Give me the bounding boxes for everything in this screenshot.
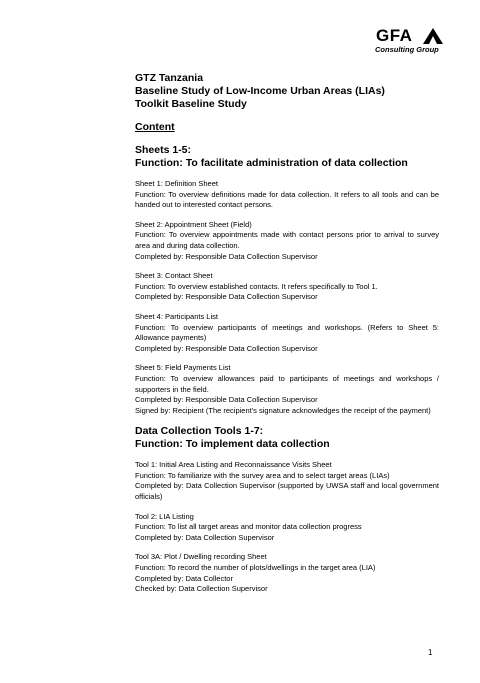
tool-list — [135, 460, 439, 595]
tool-entry-line: Tool 2: LIA Listing — [135, 511, 194, 521]
logo-subtitle: Consulting Group — [375, 45, 439, 54]
sheet-entry-line: Function: To overview participants of meetings and workshops. (Refers to Sheet 5: Allowance payments) — [135, 322, 439, 343]
sheet-entry-line: Sheet 3: Contact Sheet — [135, 271, 213, 281]
sheet-entry-line: Completed by: Responsible Data Collection Supervisor — [135, 292, 318, 302]
section-sheets — [135, 144, 439, 416]
sheet-entry-line: Function: To overview allowances paid to participants of meetings and workshops / supporters in the field. — [135, 373, 439, 394]
sheet-entry-line: Signed by: Recipient (The recipient's signature acknowledges the receipt of the payment) — [135, 405, 431, 415]
tool-entry-line: Tool 3A: Plot / Dwelling recording Sheet — [135, 552, 267, 562]
tool-entry — [135, 512, 439, 544]
sheet-entry-line: Function: To overview definitions made for data collection. It refers to all tools and can be handed out to interested contact persons. — [135, 189, 439, 210]
tool-entry — [135, 460, 439, 502]
sheet-entry-line: Sheet 4: Participants List — [135, 311, 218, 321]
tool-entry — [135, 552, 439, 594]
logo-triangle-icon — [423, 26, 443, 44]
gfa-logo — [375, 27, 445, 57]
tool-entry-line: Function: To familiarize with the survey area and to select target areas (LIAs) — [135, 470, 390, 480]
sheet-entry — [135, 220, 439, 262]
sheet-entry-line: Completed by: Responsible Data Collection Supervisor — [135, 343, 318, 353]
tool-entry-line: Tool 1: Initial Area Listing and Reconnaissance Visits Sheet — [135, 460, 332, 470]
tool-entry-line: Completed by: Data Collection Supervisor (supported by UWSA staff and local government officials) — [135, 481, 439, 502]
sheet-entry — [135, 179, 439, 211]
title-line: Baseline Study of Low-Income Urban Areas (LIAs) — [135, 85, 385, 97]
tool-entry-line: Function: To list all target areas and monitor data collection progress — [135, 522, 362, 532]
section-heading-line: Sheets 1-5: — [135, 144, 192, 156]
sheet-entry-line: Sheet 5: Field Payments List — [135, 363, 231, 373]
tool-entry-line: Completed by: Data Collector — [135, 573, 233, 583]
logo-mark: GFA — [376, 26, 413, 45]
sheet-entry-line: Sheet 2: Appointment Sheet (Field) — [135, 219, 252, 229]
content-heading: Content — [135, 121, 175, 133]
title-line: Toolkit Baseline Study — [135, 98, 247, 110]
section-heading — [135, 425, 439, 451]
sheet-entry-line: Completed by: Responsible Data Collection Supervisor — [135, 395, 318, 405]
section-heading-line: Function: To facilitate administration of data collection — [135, 157, 408, 169]
section-heading-line: Data Collection Tools 1-7: — [135, 425, 264, 438]
document-title — [135, 72, 439, 111]
sheet-entry-line: Function: To overview established contacts. It refers specifically to Tool 1. — [135, 281, 378, 291]
tool-entry-line: Completed by: Data Collection Supervisor — [135, 532, 275, 542]
title-line: GTZ Tanzania — [135, 72, 204, 84]
section-heading-line: Function: To implement data collection — [135, 438, 330, 451]
page-number: 1 — [428, 648, 433, 657]
sheet-entry — [135, 271, 439, 303]
section-tools — [135, 425, 439, 595]
sheet-entry-line: Sheet 1: Definition Sheet — [135, 179, 218, 188]
sheet-entry — [135, 363, 439, 416]
sheet-entry-line: Function: To overview appointments made with contact persons prior to arrival to survey area and during data collection. — [135, 230, 439, 250]
section-heading — [135, 144, 439, 170]
tool-entry-line: Function: To record the number of plots/dwellings in the target area (LIA) — [135, 563, 376, 573]
sheet-list — [135, 179, 439, 416]
sheet-entry — [135, 312, 439, 354]
tool-entry-line: Checked by: Data Collection Supervisor — [135, 584, 268, 594]
sheet-entry-line: Completed by: Responsible Data Collection Supervisor — [135, 251, 318, 261]
document-body — [135, 72, 439, 604]
